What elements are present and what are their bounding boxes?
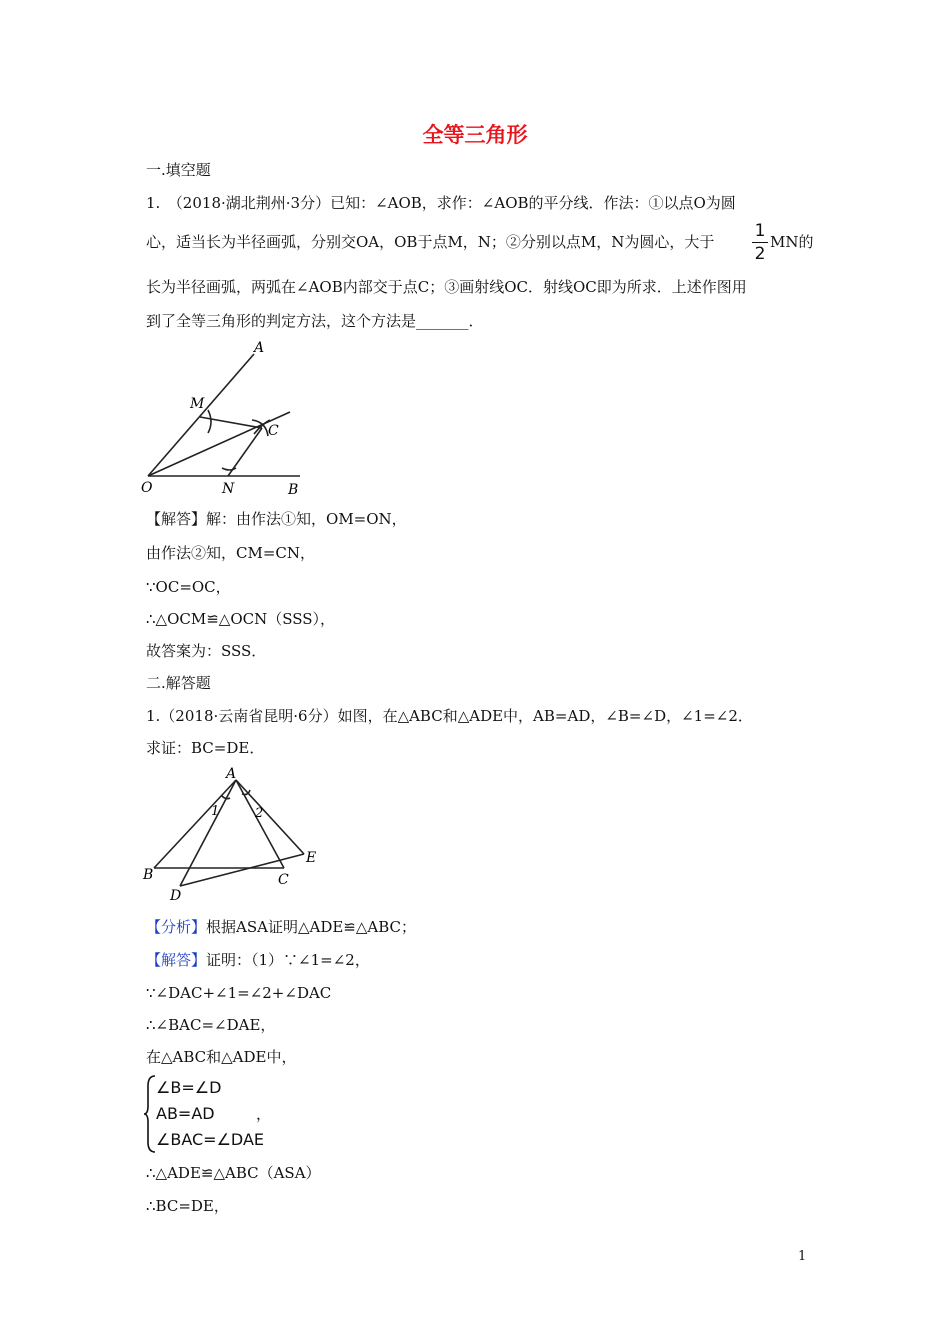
angle-bisector-figure (138, 338, 318, 500)
answer-2-line-2: ∵∠DAC+∠1=∠2+∠DAC (146, 984, 332, 1002)
brace-condition-2: AB=AD (156, 1104, 215, 1123)
triangles-figure (138, 764, 328, 906)
label-angle-1: 1 (211, 804, 220, 819)
label-A: A (254, 340, 265, 356)
answer-tag: 【解答】 (146, 951, 207, 969)
answer-1-line-2: 由作法②知，CM=CN， (146, 544, 316, 562)
answer-1-line-5: 故答案为：SSS． (146, 642, 267, 660)
answer-1-text: 解：由作法①知，OM=ON， (206, 510, 407, 528)
fraction-one-half (752, 221, 768, 264)
brace-condition-3: ∠BAC=∠DAE (156, 1130, 264, 1149)
section-heading-solve: 二.解答题 (146, 674, 211, 692)
brace-condition-1: ∠B=∠D (156, 1078, 222, 1097)
analysis-line (146, 917, 416, 937)
label-B: B (288, 482, 299, 498)
label-O: O (141, 480, 153, 496)
answer-2-text: 证明：（1）∵∠1=∠2， (206, 951, 370, 969)
label-C: C (268, 423, 279, 439)
page-title: 全等三角形 (422, 123, 528, 147)
analysis-text: 根据ASA证明△ADE≌△ABC； (206, 918, 417, 936)
answer-2-line-5: ∴△ADE≌△ABC（ASA） (146, 1164, 321, 1182)
label-E: E (306, 850, 317, 866)
label-B: B (143, 867, 154, 883)
fraction-denominator: 2 (754, 244, 766, 264)
analysis-tag: 【分析】 (146, 918, 207, 936)
answer-1-line-1 (146, 509, 407, 529)
page-number: 1 (798, 1249, 807, 1264)
label-N: N (222, 481, 235, 497)
question-1-line-3: 长为半径画弧，两弧在∠AOB内部交于点C；③画射线OC．射线OC即为所求．上述作图用 (146, 278, 747, 296)
answer-2-line-6: ∴BC=DE， (146, 1197, 229, 1215)
question-1-line-2a: 心，适当长为半径画弧，分别交OA，OB于点M，N；②分别以点M，N为圆心，大于 (146, 233, 715, 251)
answer-tag: 【解答】 (146, 510, 207, 528)
answer-2-line-3: ∴∠BAC=∠DAE， (146, 1016, 276, 1034)
section-heading-fill-blank: 一.填空题 (146, 161, 211, 179)
question-2-line-2: 求证：BC=DE． (146, 739, 265, 757)
answer-2-line-4: 在△ABC和△ADE中， (146, 1048, 297, 1066)
answer-2-line-1 (146, 950, 370, 970)
label-A: A (226, 766, 237, 782)
question-1-line-4: 到了全等三角形的判定方法，这个方法是_______． (146, 312, 484, 330)
label-C: C (278, 872, 289, 888)
answer-1-line-4: ∴△OCM≌△OCN（SSS）， (146, 610, 336, 628)
label-angle-2: 2 (255, 806, 264, 821)
question-2-line-1: 1.（2018·云南省昆明·6分）如图，在△ABC和△ADE中，AB=AD，∠B=∠D，∠1=∠2． (146, 707, 753, 725)
left-brace (143, 1074, 157, 1154)
label-D: D (170, 888, 182, 904)
fraction-numerator: 1 (754, 221, 766, 241)
answer-1-line-3: ∵OC=OC， (146, 578, 231, 596)
label-M: M (190, 396, 205, 412)
question-1-line-1: 1. （2018·湖北荆州·3分）已知：∠AOB，求作：∠AOB的平分线．作法：①以点O为圆 (146, 194, 736, 212)
brace-tail: ， (256, 1105, 272, 1123)
question-1-line-2b: MN的 (770, 233, 814, 251)
